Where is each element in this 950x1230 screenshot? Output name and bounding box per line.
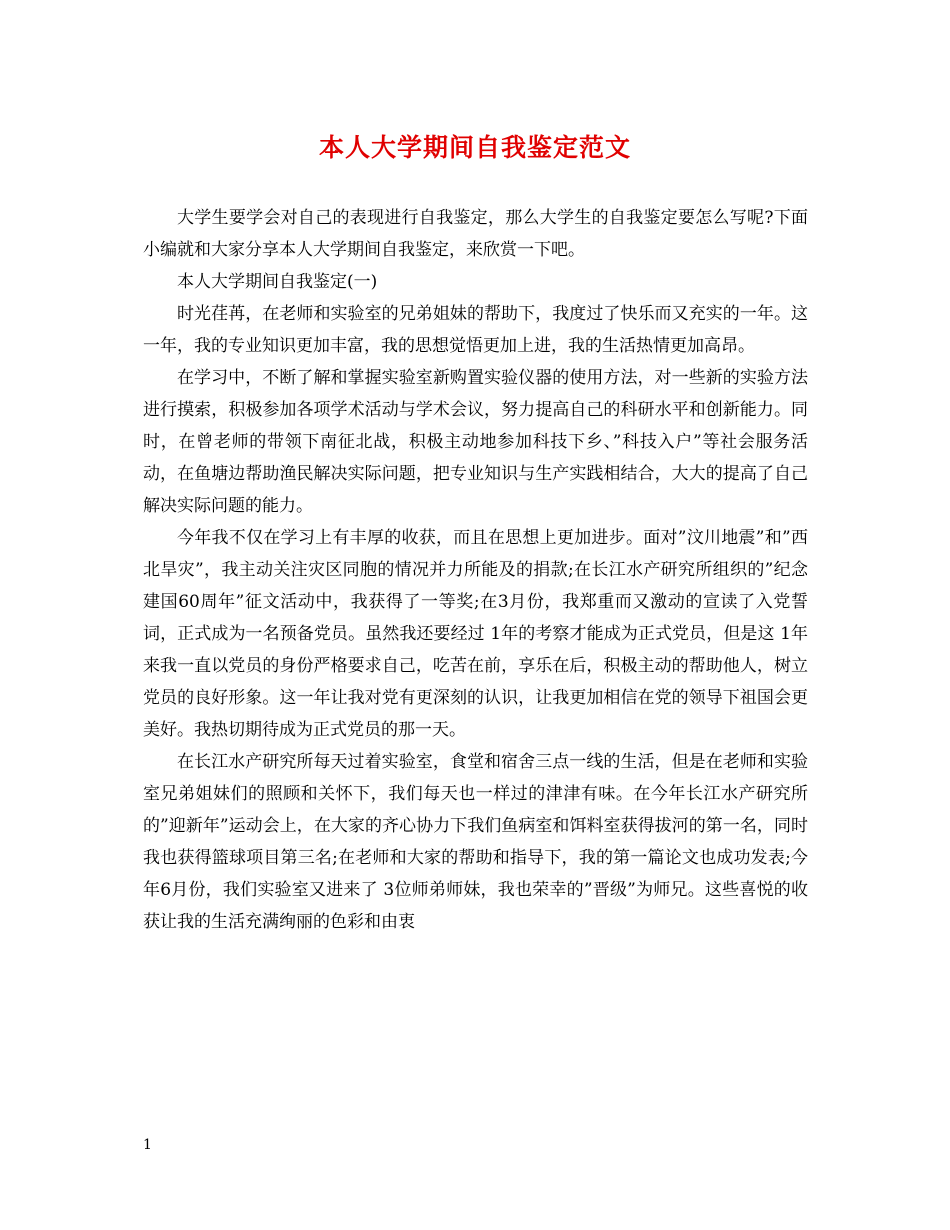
document-title: 本人大学期间自我鉴定范文 xyxy=(318,133,631,162)
page-number: 1 xyxy=(143,1137,152,1153)
paragraph: 今年我不仅在学习上有丰厚的收获，而且在思想上更加进步。面对”汶川地震”和”西北旱灾”，我主动关注灾区同胞的情况并力所能及的捐款;在长江水产研究所组织的”纪念建国60周年”征文活动中，我获得了一等奖;在3月份，我郑重而又激动的宣读了入党誓词，正式成为一名预备党员。虽然我还要经过 1年的考察才能成为正式党员，但是这 1年来我一直以党员的身份严格要求自己，吃苦在前，享乐在后，积极主动的帮助他人，树立党员的良好形象。这一年让我对党有更深刻的认识，让我更加相信在党的领导下祖国会更美好。我热切期待成为正式党员的那一天。 xyxy=(143,528,808,740)
section-heading: 本人大学期间自我鉴定(一) xyxy=(177,272,378,292)
paragraph-intro: 大学生要学会对自己的表现进行自我鉴定，那么大学生的自我鉴定要怎么写呢?下面小编就和大家分享本人大学期间自我鉴定，来欣赏一下吧。 xyxy=(143,208,808,260)
paragraph: 在学习中，不断了解和掌握实验室新购置实验仪器的使用方法，对一些新的实验方法进行摸索，积极参加各项学术活动与学术会议，努力提高自己的科研水平和创新能力。同时，在曾老师的带领下南征北战，积极主动地参加科技下乡、”科技入户”等社会服务活动，在鱼塘边帮助渔民解决实际问题，把专业知识与生产实践相结合，大大的提高了自己解决实际问题的能力。 xyxy=(143,368,808,516)
paragraph: 时光荏苒，在老师和实验室的兄弟姐妹的帮助下，我度过了快乐而又充实的一年。这一年，我的专业知识更加丰富，我的思想觉悟更加上进，我的生活热情更加高昂。 xyxy=(143,304,808,356)
document-body xyxy=(143,202,808,938)
paragraph: 在长江水产研究所每天过着实验室，食堂和宿舍三点一线的生活，但是在老师和实验室兄弟姐妹们的照顾和关怀下，我们每天也一样过的津津有味。在今年长江水产研究所的”迎新年”运动会上，在大家的齐心协力下我们鱼病室和饵料室获得拔河的第一名，同时我也获得篮球项目第三名;在老师和大家的帮助和指导下，我的第一篇论文也成功发表;今年6月份，我们实验室又进来了 3位师弟师妹，我也荣幸的”晋级”为师兄。这些喜悦的收获让我的生活充满绚丽的色彩和由衷 xyxy=(143,752,808,932)
